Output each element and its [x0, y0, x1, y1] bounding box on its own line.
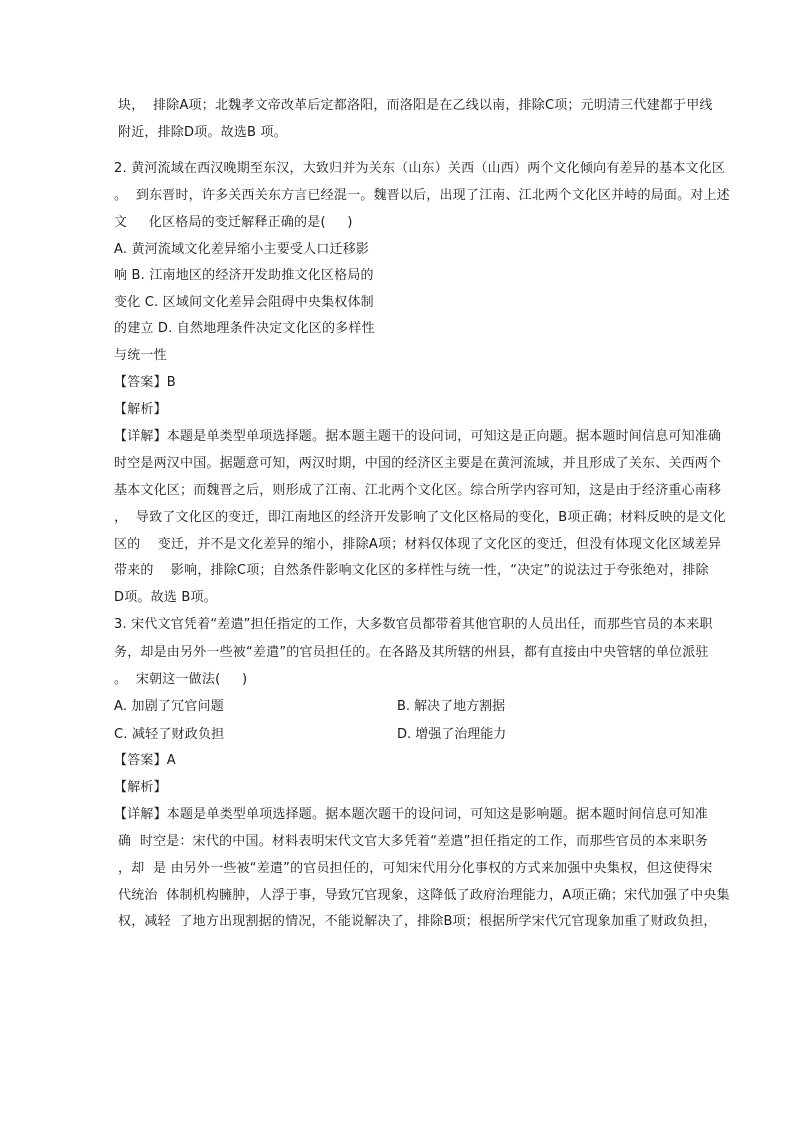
q2-option-line-1: A. 黄河流域文化差异缩小主要受人口迁移影: [114, 242, 370, 257]
q2-option-line-5: 与统一性: [114, 348, 167, 363]
q2-answer: 【答案】B: [114, 375, 176, 390]
prev-analysis-line-1: 块， 排除A项；北魏孝文帝改革后定都洛阳，而洛阳是在乙线以南，排除C项；元明清三代建都于甲线: [118, 98, 713, 113]
q2-stem-line-2: 。 到东晋时，许多关西关东方言已经混一。魏晋以后，出现了江南、江北两个文化区并峙的局面。对上述: [114, 188, 730, 203]
q2-detail-line: 带来的 影响，排除C项；自然条件影响文化区的多样性与统一性，“决定”的说法过于夸张绝对，排除: [114, 563, 709, 578]
q3-detail-line: ，却 是 由另外一些被“差遣”的官员担任的，可知宋代用分化事权的方式来加强中央集权，但这使得宋: [118, 861, 713, 876]
q2-option-line-3: 变化 C. 区域间文化差异会阻碍中央集权体制: [114, 295, 374, 310]
q3-detail-line: 代统治 体制机构臃肿，人浮于事，导致冗官现象，这降低了政府治理能力，A项正确；宋代加强了中央集: [118, 888, 730, 903]
q2-detail-line: ， 导致了文化区的变迁，即江南地区的经济开发影响了文化区格局的变化，B项正确；材料反映的是文化: [114, 510, 726, 525]
q2-detail-line: 区的 变迁，并不是文化差异的缩小，排除A项；材料仅体现了文化区的变迁，但没有体现文化区域差异: [114, 537, 722, 552]
q2-detail-line: D项。故选 B项。: [114, 590, 217, 605]
q3-stem-line-2: 务，却是由另外一些被“差遣”的官员担任的。在各路及其所辖的州县，都有直接由中央管辖的单位派驻: [114, 645, 709, 660]
q3-detail-line: 确 时空是：宋代的中国。材料表明宋代文官大多凭着“差遣”担任指定的工作，而那些官员的本来职务: [118, 834, 709, 849]
q2-option-line-2: 响 B. 江南地区的经济开发助推文化区格局的: [114, 268, 374, 283]
q3-option-a: A. 加剧了冗官问题: [114, 699, 224, 714]
q3-analysis-label: 【解析】: [114, 780, 167, 795]
q2-stem-line-1: 2. 黄河流域在西汉晚期至东汉，大致归并为关东（山东）关西（山西）两个文化倾向有差异的基本文化区: [114, 161, 726, 176]
q2-stem-line-3: 文 化区格局的变迁解释正确的是( ): [114, 215, 353, 230]
q3-answer: 【答案】A: [114, 753, 176, 768]
q3-detail-line: 权，减轻 了地方出现割据的情况，不能说解决了，排除B项；根据所学宋代冗官现象加重了财政负担，: [118, 914, 717, 929]
q2-detail-line: 基本文化区；而魏晋之后，则形成了江南、江北两个文化区。综合所学内容可知，这是由于经济重心南移: [114, 483, 722, 498]
q3-option-b: B. 解决了地方割据: [397, 699, 506, 714]
q3-stem-line-1: 3. 宋代文官凭着“差遣”担任指定的工作，大多数官员都带着其他官职的人员出任，而那些官员的本来职: [114, 617, 713, 632]
q3-detail-line: 【详解】本题是单类型单项选择题。据本题次题干的设问词，可知这是影响题。据本题时间信息可知准: [114, 807, 709, 822]
q2-detail-line: 【详解】本题是单类型单项选择题。据本题主题干的设问词，可知这是正向题。据本题时间信息可知准确: [114, 429, 722, 444]
q3-option-d: D. 增强了治理能力: [397, 727, 507, 742]
q2-detail-line: 时空是两汉中国。据题意可知，两汉时期，中国的经济区主要是在黄河流域，并且形成了关东、关西两个: [114, 456, 722, 471]
q2-option-line-4: 的建立 D. 自然地理条件决定文化区的多样性: [114, 321, 375, 336]
prev-analysis-line-2: 附近，排除D项。故选B 项。: [118, 125, 287, 140]
q3-stem-line-3: 。 宋朝这一做法( ): [114, 672, 248, 687]
q3-option-c: C. 减轻了财政负担: [114, 727, 225, 742]
q2-analysis-label: 【解析】: [114, 402, 167, 417]
